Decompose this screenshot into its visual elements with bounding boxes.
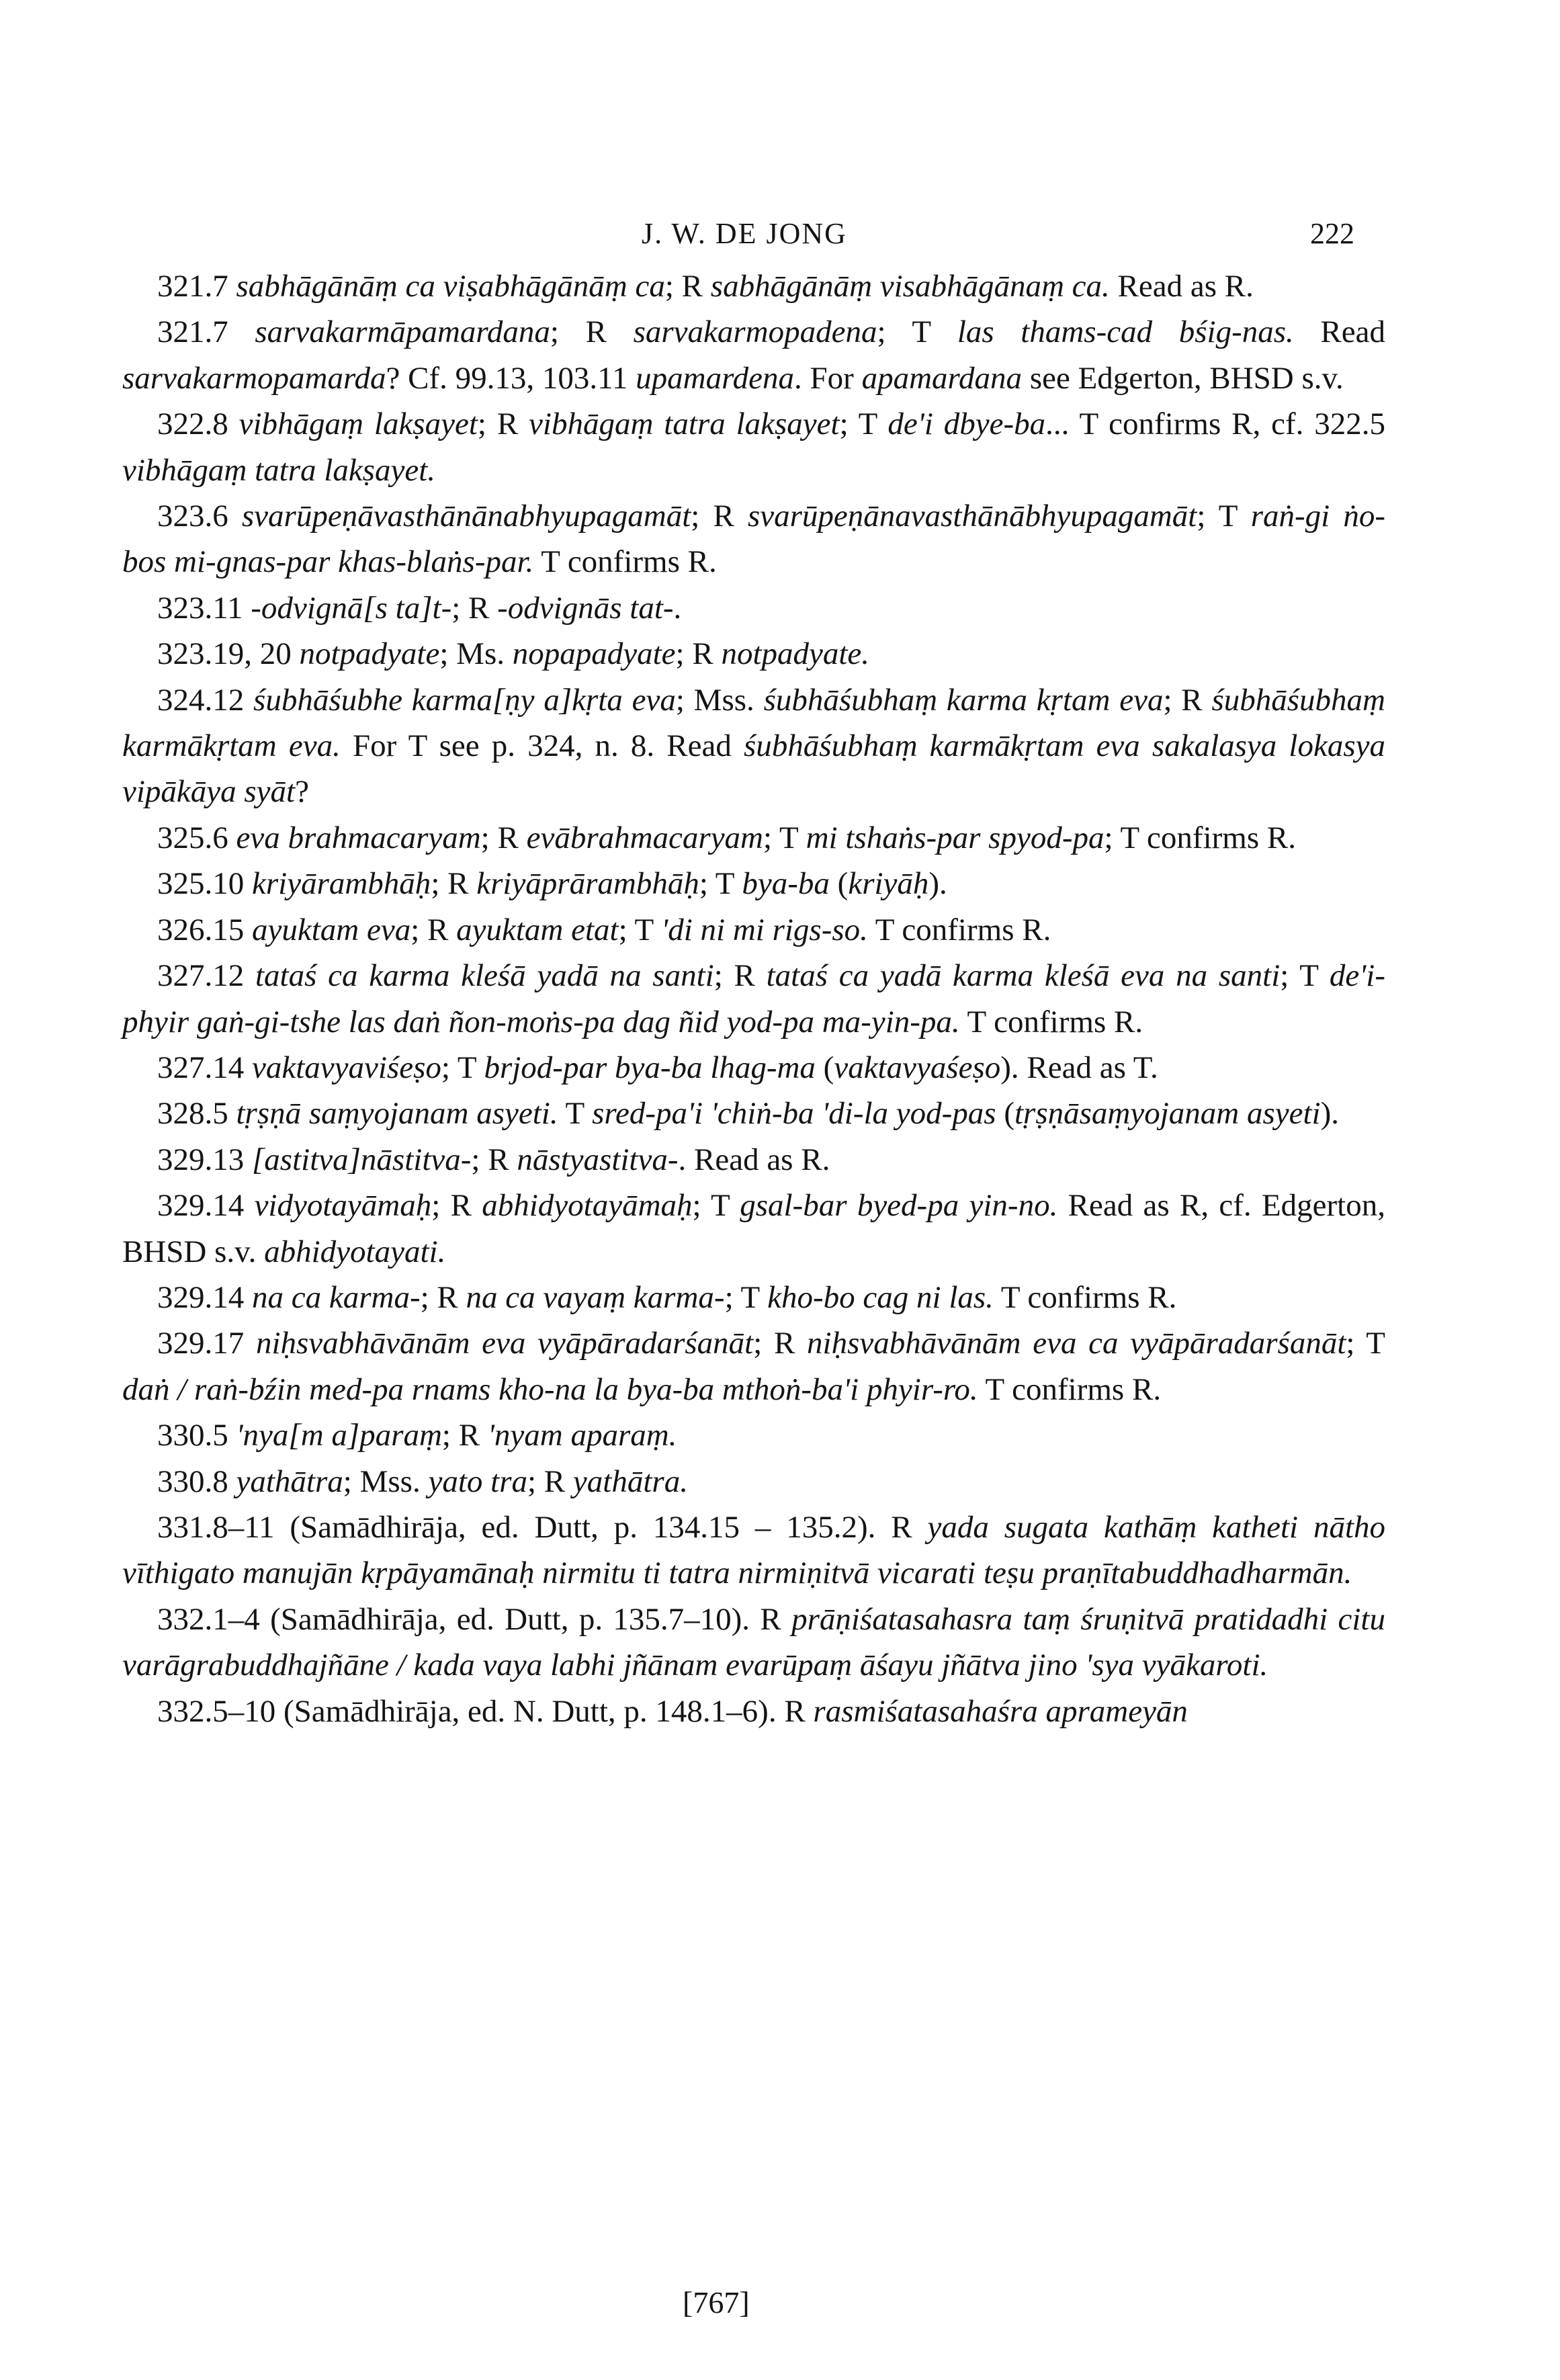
italic-text: svarūpeṇānavasthānābhyupagamāt (747, 499, 1197, 534)
italic-text: vidyotayāmaḥ (254, 1188, 432, 1224)
italic-text: sred-pa'i 'chiṅ-ba 'di-la yod-pas (592, 1096, 996, 1132)
roman-text: ; Mss. (675, 682, 764, 718)
note-entry (122, 1689, 1385, 1734)
italic-text: bya-ba (742, 866, 830, 902)
roman-text: ; T (1280, 958, 1330, 994)
note-entry (122, 1091, 1385, 1136)
italic-text: de'i dbye-ba (887, 407, 1046, 442)
roman-text: 324.12 (157, 682, 254, 718)
italic-text: śubhāśubhaṃ karmākṛtam eva sakalasya lokasya vipākāya syāt (122, 728, 1385, 810)
italic-text: rasmiśatasahaśra aprameyān (813, 1693, 1188, 1729)
roman-text: ; R (713, 958, 767, 994)
italic-text: sarvakarmopamarda (122, 360, 386, 396)
italic-text: yathātra. (572, 1463, 688, 1499)
roman-text: 323.6 (157, 499, 242, 534)
italic-text: notpadyate. (721, 636, 870, 672)
roman-text: ; T confirms R. (1104, 820, 1296, 855)
roman-text: 331.8–11 (Samādhirāja, ed. Dutt, p. 134.15 – 135.2). R (157, 1509, 928, 1545)
roman-text: ; R (431, 1188, 482, 1224)
italic-text: niḥsvabhāvānām eva vyāpāradarśanāt (255, 1326, 754, 1361)
italic-text: śubhāśubhe karma[ṇy a]kṛta eva (253, 682, 676, 718)
roman-text: T confirms R. (533, 544, 717, 580)
roman-text: ). (928, 866, 947, 902)
note-entry (122, 1320, 1385, 1412)
italic-text: tṛṣṇā saṃyojanam asyeti. (236, 1096, 558, 1132)
italic-text: vibhāgaṃ tatra lakṣayet (529, 407, 840, 442)
italic-text: kriyāḥ (848, 866, 929, 902)
roman-text: ? Cf. 99.13, 103.11 (386, 360, 636, 396)
note-entry (122, 861, 1385, 906)
note-entry (122, 401, 1385, 493)
roman-text: 329.14 (157, 1279, 252, 1315)
roman-text: 329.13 (157, 1142, 252, 1177)
roman-text: T confirms R. (978, 1371, 1162, 1407)
italic-text: yada sugata kathāṃ katheti nātho vīthigato manujān kṛpāyamānaḥ nirmitu ti tatra nirmiṇitvā vicarati teṣu praṇītabuddhadharmān. (122, 1509, 1385, 1591)
roman-text: 327.14 (157, 1050, 252, 1085)
roman-text: ). Read as T. (1000, 1050, 1158, 1085)
note-entry (122, 815, 1385, 861)
italic-text: yathātra (236, 1463, 343, 1499)
roman-text: ; R (550, 314, 634, 350)
italic-text: -odvignās tat- (497, 590, 674, 626)
roman-text: For T see p. 324, n. 8. Read (340, 728, 744, 764)
roman-text: ; R (691, 499, 748, 534)
roman-text: 321.7 (157, 314, 255, 350)
roman-text: 332.1–4 (Samādhirāja, ed. Dutt, p. 135.7–10). R (157, 1601, 792, 1637)
roman-text: T (558, 1096, 593, 1132)
italic-text: apamardana (861, 360, 1023, 396)
italic-text: upamardena (636, 360, 795, 396)
roman-text: ; T (839, 407, 888, 442)
roman-text: 325.10 (157, 866, 252, 902)
roman-text: ; T (441, 1050, 484, 1085)
roman-text: ; R (480, 820, 527, 855)
roman-text: ; T (699, 866, 742, 902)
italic-text: tataś ca yadā karma kleśā eva na santi (766, 958, 1281, 994)
roman-text: Read as R, cf. Edgerton, BHSD s.v. (122, 1188, 1385, 1269)
italic-text: mi tshaṅs-par spyod-pa (806, 820, 1104, 855)
notes-body (122, 263, 1385, 1734)
note-entry (122, 953, 1385, 1045)
roman-text: ; R (477, 407, 529, 442)
roman-text: ). (1320, 1096, 1340, 1132)
page-number: 222 (1310, 217, 1354, 250)
note-entry (122, 1045, 1385, 1091)
italic-text: vaktavyaśeṣo (834, 1050, 1001, 1085)
italic-text: kriyārambhāḥ (252, 866, 431, 902)
roman-text: T confirms R. (959, 1004, 1143, 1039)
italic-text: daṅ / raṅ-bźin med-pa rnams kho-na la bya-ba mthoṅ-ba'i phyir-ro. (122, 1371, 978, 1407)
italic-text: evābrahmacaryam (526, 820, 764, 855)
note-entry (122, 263, 1385, 309)
italic-text: na ca vayaṃ karma- (466, 1279, 725, 1315)
italic-text: sabhāgānāṃ visabhāgānaṃ ca. (710, 269, 1110, 304)
italic-text: sarvakarmopadena (633, 314, 877, 350)
italic-text: las thams-cad bśig-nas. (957, 314, 1294, 350)
roman-text: 332.5–10 (Samādhirāja, ed. N. Dutt, p. 148.1–6). R (157, 1693, 814, 1729)
roman-text: ; T (724, 1279, 768, 1315)
roman-text: see Edgerton, BHSD s.v. (1022, 360, 1344, 396)
roman-text: 330.5 (157, 1418, 236, 1453)
note-entry (122, 1137, 1385, 1183)
roman-text: Read as R. (1109, 269, 1254, 304)
italic-text: raṅ-gi ṅo-bos mi-gnas-par khas-blaṅs-par. (122, 499, 1385, 580)
italic-text: prāṇiśatasahasra taṃ śruṇitvā pratidadhi citu varāgrabuddhajñāne / kada vaya labhi jñānam evarūpaṃ āśayu jñātva jino 'sya vyākaroti. (122, 1601, 1385, 1683)
roman-text: ; R (441, 1418, 488, 1453)
note-entry (122, 907, 1385, 953)
roman-text: 325.6 (157, 820, 236, 855)
roman-text: . For (794, 360, 862, 396)
roman-text: ; Ms. (439, 636, 513, 672)
italic-text: yato tra (428, 1463, 527, 1499)
italic-text: nāstyastitva- (517, 1142, 679, 1177)
italic-text: na ca karma- (252, 1279, 421, 1315)
italic-text: nopapadyate (512, 636, 676, 672)
roman-text: 329.14 (157, 1188, 255, 1224)
italic-text: sabhāgānāṃ ca viṣabhāgānāṃ ca (236, 269, 665, 304)
note-entry (122, 631, 1385, 677)
roman-text: . Read as R. (678, 1142, 830, 1177)
italic-text: kho-bo cag ni las. (767, 1279, 994, 1315)
note-entry (122, 1183, 1385, 1275)
italic-text: abhidyotayāmaḥ (482, 1188, 693, 1224)
roman-text: ; Mss. (343, 1463, 429, 1499)
roman-text: ; R (664, 269, 711, 304)
roman-text: ; R (753, 1326, 808, 1361)
running-header-author: J. W. DE JONG (642, 217, 847, 250)
note-entry (122, 1504, 1385, 1597)
italic-text: tṛṣṇāsaṃyojanam asyeti (1014, 1096, 1321, 1132)
note-entry (122, 1597, 1385, 1689)
italic-text: vaktavyaviśeṣo (252, 1050, 441, 1085)
note-entry (122, 1275, 1385, 1320)
roman-text: ( (815, 1050, 834, 1085)
roman-text: ; R (675, 636, 722, 672)
roman-text: ; T (763, 820, 806, 855)
roman-text: 327.12 (157, 958, 255, 994)
italic-text: gsal-bar byed-pa yin-no. (740, 1188, 1058, 1224)
italic-text: sarvakarmāpamardana (255, 314, 550, 350)
italic-text: ayuktam eva (252, 912, 411, 947)
roman-text: ; R (451, 590, 498, 626)
roman-text: 329.17 (157, 1326, 256, 1361)
note-entry (122, 309, 1385, 401)
italic-text: abhidyotayati. (264, 1234, 446, 1269)
roman-text: . (673, 590, 682, 626)
roman-text: ; T (618, 912, 662, 947)
note-entry (122, 1459, 1385, 1504)
roman-text: 322.8 (157, 407, 239, 442)
roman-text: ; R (1163, 682, 1212, 718)
roman-text: ( (996, 1096, 1014, 1132)
roman-text: ; T (692, 1188, 740, 1224)
italic-text: notpadyate (299, 636, 440, 672)
italic-text: brjod-par bya-ba lhag-ma (484, 1050, 816, 1085)
roman-text: ; R (471, 1142, 517, 1177)
italic-text: 'di ni mi rigs-so. (661, 912, 868, 947)
roman-text: 323.11 (157, 590, 251, 626)
italic-text: eva brahmacaryam (236, 820, 481, 855)
note-entry (122, 677, 1385, 815)
roman-text: ; T (1346, 1326, 1386, 1361)
italic-text: de'i-phyir gaṅ-gi-tshe las daṅ ñon-moṅs-pa dag ñid yod-pa ma-yin-pa. (122, 958, 1385, 1039)
italic-text: vibhāgaṃ lakṣayet (239, 407, 478, 442)
roman-text: ; R (527, 1463, 573, 1499)
roman-text: ? (295, 774, 309, 810)
roman-text: 328.5 (157, 1096, 236, 1132)
italic-text: 'nyam aparaṃ. (487, 1418, 677, 1453)
roman-text: 321.7 (157, 269, 236, 304)
italic-text: 'nya[m a]paraṃ (236, 1418, 442, 1453)
italic-text: tataś ca karma kleśā yadā na santi (255, 958, 714, 994)
roman-text: ; R (410, 912, 457, 947)
roman-text: ; R (431, 866, 477, 902)
italic-text: svarūpeṇāvasthānānabhyupagamāt (241, 499, 691, 534)
italic-text: [astitva]nāstitva- (252, 1142, 472, 1177)
note-entry (122, 1412, 1385, 1458)
footer-page-number: [767] (683, 2285, 750, 2320)
roman-text: ( (829, 866, 849, 902)
roman-text: T confirms R. (993, 1279, 1177, 1315)
roman-text: 323.19, 20 (157, 636, 300, 672)
roman-text: ; R (420, 1279, 466, 1315)
note-entry (122, 585, 1385, 631)
italic-text: kriyāprārambhāḥ (476, 866, 699, 902)
italic-text: vibhāgaṃ tatra lakṣayet. (122, 452, 436, 488)
note-entry (122, 493, 1385, 585)
roman-text: 326.15 (157, 912, 252, 947)
italic-text: ayuktam etat (456, 912, 619, 947)
roman-text: ; T (1197, 499, 1251, 534)
italic-text: -odvignā[s ta]t- (251, 590, 452, 626)
italic-text: śubhāśubhaṃ karmākṛtam eva. (122, 682, 1385, 764)
roman-text: 330.8 (157, 1463, 236, 1499)
roman-text: Read (1293, 314, 1385, 350)
roman-text: ... T confirms R, cf. 322.5 (1045, 407, 1386, 442)
roman-text: ; T (877, 314, 957, 350)
roman-text: T confirms R. (867, 912, 1051, 947)
italic-text: niḥsvabhāvānām eva ca vyāpāradarśanāt (807, 1326, 1346, 1361)
italic-text: śubhāśubhaṃ karma kṛtam eva (763, 682, 1164, 718)
